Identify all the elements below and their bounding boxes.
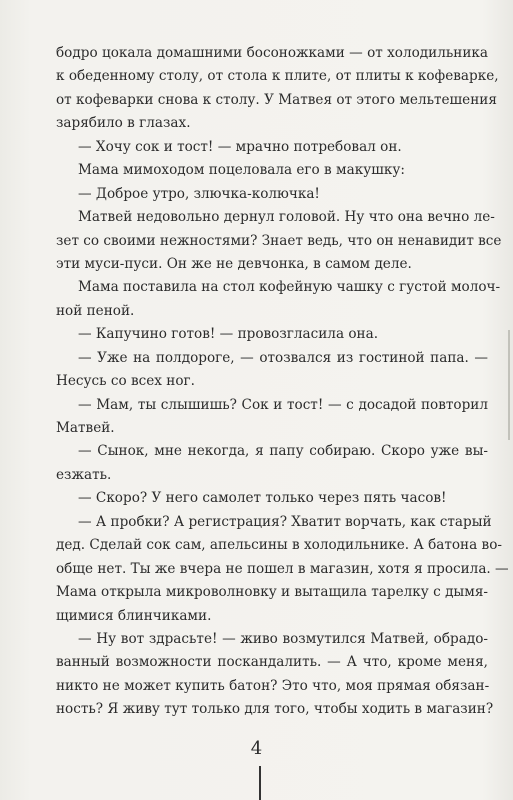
text-line: щимися блинчиками.: [56, 607, 212, 624]
text-line: эти муси-пуси. Он же не девчонка, в самом деле.: [56, 255, 412, 272]
text-line: — А пробки? А регистрация? Хватит ворчать, как старый: [78, 513, 492, 530]
page-number: 4: [250, 738, 263, 759]
text-line: — Уже на полдороге, — отозвался из гостиной папа. —: [78, 349, 488, 366]
page-edge-shadow: [508, 330, 510, 440]
text-line: ной пеной.: [56, 302, 135, 319]
text-line: дед. Сделай сок сам, апельсины в холодильнике. А батона во-: [56, 537, 502, 554]
text-line: к обеденному столу, от стола к плите, от плиты к кофеварке,: [56, 68, 499, 85]
text-line: ность? Я живу тут только для того, чтобы ходить в магазин?: [56, 701, 494, 718]
body-text: [56, 42, 509, 722]
text-line: бодро цокала домашними босоножками — от холодильника: [56, 45, 488, 61]
text-line: Матвей.: [56, 420, 115, 436]
text-line: ванный возможности поскандалить. — А что, кроме меня,: [56, 654, 488, 671]
text-line: Матвей недовольно дернул головой. Ну что она вечно ле-: [78, 209, 495, 226]
text-line: — Мам, ты слышишь? Сок и тост! — с досадой повторил: [78, 396, 488, 413]
text-line: — Ну вот здрасьте! — живо возмутился Матвей, обрадо-: [78, 630, 488, 647]
text-line: Мама мимоходом поцеловала его в макушку:: [78, 162, 405, 179]
text-line: — Доброе утро, злючка-колючка!: [78, 185, 320, 202]
text-line: Несусь со всех ног.: [56, 373, 195, 390]
page-number-rule: [259, 766, 261, 800]
text-line: Мама открыла микроволновку и вытащила тарелку с дымя-: [56, 584, 488, 601]
text-line: никто не может купить батон? Это что, моя прямая обязан-: [56, 677, 490, 694]
text-line: — Сынок, мне некогда, я папу собираю. Скоро уже вы-: [78, 443, 488, 460]
text-line: от кофеварки снова к столу. У Матвея от этого мельтешения: [56, 91, 497, 108]
text-line: — Капучино готов! — провозгласила она.: [78, 326, 379, 343]
text-line: езжать.: [56, 466, 112, 483]
text-line: — Хочу сок и тост! — мрачно потребовал он.: [78, 138, 402, 155]
text-line: — Скоро? У него самолет только через пять часов!: [78, 490, 447, 507]
text-line: зет со своими нежностями? Знает ведь, что он ненавидит все: [56, 232, 502, 249]
text-line: обще нет. Ты же вчера не пошел в магазин, хотя я просила. —: [56, 560, 509, 577]
text-line: Мама поставила на стол кофейную чашку с густой молоч-: [78, 279, 501, 296]
text-line: зарябило в глазах.: [56, 115, 191, 132]
